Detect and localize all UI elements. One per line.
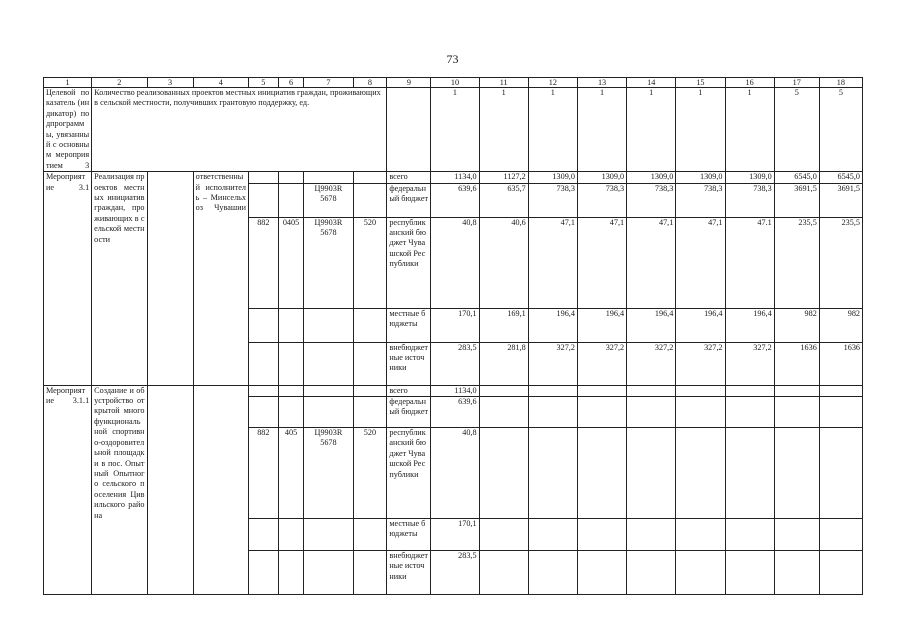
- amount-cell: 170,1: [431, 308, 479, 342]
- amount-cell: 283,5: [431, 551, 479, 595]
- amount-cell: 327,2: [627, 342, 676, 385]
- amount-cell: 47,1: [627, 217, 676, 308]
- amount-cell: [528, 519, 577, 551]
- amount-cell: 1134,0: [431, 385, 479, 396]
- amount-cell: [819, 519, 862, 551]
- grbs-code: [248, 308, 278, 342]
- grbs-code: [248, 551, 278, 595]
- amount-cell: 1636: [819, 342, 862, 385]
- amount-cell: [676, 397, 725, 428]
- section-code: [278, 183, 304, 217]
- column-number-1: 1: [44, 78, 92, 88]
- funding-source: республиканский бюджет Чувашской Республики: [387, 217, 431, 308]
- indicator-value: 1: [725, 88, 774, 172]
- amount-cell: [676, 428, 725, 519]
- funding-source: федеральный бюджет: [387, 183, 431, 217]
- amount-cell: 738,3: [725, 183, 774, 217]
- amount-cell: 47,1: [676, 217, 725, 308]
- expense-type-code: [353, 308, 387, 342]
- column-number-8: 8: [353, 78, 387, 88]
- amount-cell: [627, 551, 676, 595]
- target-article-code: [304, 551, 353, 595]
- measure-name: Создание и обустройство открытой многофункциональной спортивно-оздоровительной площадки в пос. Опытный Опытного сельского поселения Цивильского района: [92, 385, 147, 594]
- indicator-description: Количество реализованных проектов местных инициатив граждан, проживающих в сельской местности, получивших грантовую поддержку, ед.: [92, 88, 387, 172]
- column-number-13: 13: [577, 78, 626, 88]
- amount-cell: [479, 397, 528, 428]
- column-number-5: 5: [248, 78, 278, 88]
- section-code: [278, 397, 304, 428]
- amount-cell: 40,6: [479, 217, 528, 308]
- measure-title: Мероприятие 3.1: [44, 172, 92, 385]
- column-number-2: 2: [92, 78, 147, 88]
- funding-source: местные бюджеты: [387, 519, 431, 551]
- target-article-code: [304, 308, 353, 342]
- amount-cell: 738,3: [627, 183, 676, 217]
- amount-cell: 327,2: [577, 342, 626, 385]
- amount-cell: 327,2: [528, 342, 577, 385]
- column-number-14: 14: [627, 78, 676, 88]
- amount-cell: [528, 428, 577, 519]
- amount-cell: 1309,0: [627, 172, 676, 183]
- expense-type-code: 520: [353, 428, 387, 519]
- section-code: [278, 308, 304, 342]
- amount-cell: 1127,2: [479, 172, 528, 183]
- expense-type-code: [353, 385, 387, 396]
- indicator-value: 1: [431, 88, 479, 172]
- grbs-code: [248, 397, 278, 428]
- expense-type-code: 520: [353, 217, 387, 308]
- funding-source: внебюджетные источники: [387, 551, 431, 595]
- amount-cell: 639,6: [431, 397, 479, 428]
- target-article-code: Ц9903R 5678: [304, 428, 353, 519]
- expense-type-code: [353, 342, 387, 385]
- funding-source: федеральный бюджет: [387, 397, 431, 428]
- amount-cell: 982: [819, 308, 862, 342]
- amount-cell: [627, 519, 676, 551]
- amount-cell: 1309,0: [676, 172, 725, 183]
- column-number-18: 18: [819, 78, 862, 88]
- measure-title: Мероприятие 3.1.1: [44, 385, 92, 594]
- amount-cell: 169,1: [479, 308, 528, 342]
- amount-cell: 6545,0: [774, 172, 819, 183]
- target-article-code: Ц9903R 5678: [304, 217, 353, 308]
- measure-31-row: [44, 172, 863, 183]
- amount-cell: [479, 428, 528, 519]
- amount-cell: [479, 551, 528, 595]
- amount-cell: 1309,0: [725, 172, 774, 183]
- funding-source: республиканский бюджет Чувашской Республики: [387, 428, 431, 519]
- indicator-value: 5: [774, 88, 819, 172]
- amount-cell: 327,2: [725, 342, 774, 385]
- amount-cell: [528, 385, 577, 396]
- amount-cell: 40,8: [431, 428, 479, 519]
- amount-cell: [774, 385, 819, 396]
- amount-cell: 196,4: [627, 308, 676, 342]
- amount-cell: [577, 551, 626, 595]
- amount-cell: [627, 428, 676, 519]
- target-article-code: Ц9903R 5678: [304, 183, 353, 217]
- target-article-code: [304, 342, 353, 385]
- amount-cell: 1134,0: [431, 172, 479, 183]
- amount-cell: 982: [774, 308, 819, 342]
- funding-source: всего: [387, 385, 431, 396]
- funding-source: местные бюджеты: [387, 308, 431, 342]
- grbs-code: 882: [248, 217, 278, 308]
- column-number-12: 12: [528, 78, 577, 88]
- amount-cell: 196,4: [676, 308, 725, 342]
- amount-cell: 281,8: [479, 342, 528, 385]
- amount-cell: 170,1: [431, 519, 479, 551]
- funding-source: всего: [387, 172, 431, 183]
- amount-cell: [627, 385, 676, 396]
- indicator-value: 1: [479, 88, 528, 172]
- column-number-6: 6: [278, 78, 304, 88]
- target-article-code: [304, 397, 353, 428]
- amount-cell: [819, 551, 862, 595]
- amount-cell: [819, 428, 862, 519]
- expense-type-code: [353, 183, 387, 217]
- amount-cell: 40,8: [431, 217, 479, 308]
- amount-cell: 235,5: [819, 217, 862, 308]
- column-number-9: 9: [387, 78, 431, 88]
- indicator-value: 5: [819, 88, 862, 172]
- amount-cell: [627, 397, 676, 428]
- amount-cell: 738,3: [528, 183, 577, 217]
- amount-cell: [725, 385, 774, 396]
- column-number-11: 11: [479, 78, 528, 88]
- expense-type-code: [353, 397, 387, 428]
- indicator-value: 1: [528, 88, 577, 172]
- amount-cell: [577, 519, 626, 551]
- amount-cell: [819, 397, 862, 428]
- column-number-16: 16: [725, 78, 774, 88]
- amount-cell: 738,3: [577, 183, 626, 217]
- amount-cell: [725, 428, 774, 519]
- amount-cell: 639,6: [431, 183, 479, 217]
- column-number-17: 17: [774, 78, 819, 88]
- expense-type-code: [353, 519, 387, 551]
- amount-cell: 1636: [774, 342, 819, 385]
- grbs-code: 882: [248, 428, 278, 519]
- column-number-10: 10: [431, 78, 479, 88]
- amount-cell: 196,4: [528, 308, 577, 342]
- amount-cell: 196,4: [577, 308, 626, 342]
- amount-cell: [725, 397, 774, 428]
- column-number-row: [44, 78, 863, 88]
- indicator-source-cell: [387, 88, 431, 172]
- section-code: [278, 172, 304, 183]
- grbs-code: [248, 183, 278, 217]
- section-code: [278, 385, 304, 396]
- amount-cell: [774, 519, 819, 551]
- grbs-code: [248, 172, 278, 183]
- amount-cell: 327,2: [676, 342, 725, 385]
- amount-cell: 1309,0: [528, 172, 577, 183]
- amount-cell: [676, 385, 725, 396]
- section-code: 405: [278, 428, 304, 519]
- amount-cell: [774, 551, 819, 595]
- section-code: [278, 551, 304, 595]
- amount-cell: [577, 428, 626, 519]
- amount-cell: [577, 385, 626, 396]
- amount-cell: 196,4: [725, 308, 774, 342]
- target-article-code: [304, 172, 353, 183]
- amount-cell: 3691,5: [774, 183, 819, 217]
- amount-cell: [725, 551, 774, 595]
- section-code: 0405: [278, 217, 304, 308]
- grbs-code: [248, 385, 278, 396]
- amount-cell: 635,7: [479, 183, 528, 217]
- amount-cell: 6545,0: [819, 172, 862, 183]
- measure-name: Реализация проектов местных инициатив граждан, проживающих в сельской местности: [92, 172, 147, 385]
- amount-cell: [676, 551, 725, 595]
- amount-cell: [676, 519, 725, 551]
- budget-table: [43, 77, 863, 595]
- amount-cell: 738,3: [676, 183, 725, 217]
- column-number-7: 7: [304, 78, 353, 88]
- column-number-3: 3: [147, 78, 193, 88]
- grbs-code: [248, 519, 278, 551]
- amount-cell: 47,1: [577, 217, 626, 308]
- amount-cell: 3691,5: [819, 183, 862, 217]
- page-number: 73: [446, 52, 459, 66]
- indicator-value: 1: [676, 88, 725, 172]
- expense-type-code: [353, 551, 387, 595]
- amount-cell: [819, 385, 862, 396]
- amount-cell: [774, 428, 819, 519]
- amount-cell: [774, 397, 819, 428]
- amount-cell: [528, 397, 577, 428]
- indicator-value: 1: [627, 88, 676, 172]
- amount-cell: 47.1: [725, 217, 774, 308]
- measure-executor: [193, 385, 248, 594]
- column-number-4: 4: [193, 78, 248, 88]
- amount-cell: [479, 385, 528, 396]
- expense-type-code: [353, 172, 387, 183]
- section-code: [278, 519, 304, 551]
- target-article-code: [304, 385, 353, 396]
- amount-cell: 47,1: [528, 217, 577, 308]
- empty-cell: [147, 172, 193, 385]
- grbs-code: [248, 342, 278, 385]
- measure-executor: ответственный исполнитель – Минсельхоз Чувашии: [193, 172, 248, 385]
- measure-311-row: [44, 385, 863, 396]
- amount-cell: [479, 519, 528, 551]
- empty-cell: [147, 385, 193, 594]
- indicator-label: Целевой показатель (индикатор) подпрограммы, увязанный с основным мероприятием 3: [44, 88, 92, 172]
- amount-cell: 1309,0: [577, 172, 626, 183]
- indicator-value: 1: [577, 88, 626, 172]
- indicator-row: [44, 88, 863, 172]
- section-code: [278, 342, 304, 385]
- amount-cell: 235,5: [774, 217, 819, 308]
- amount-cell: 283,5: [431, 342, 479, 385]
- target-article-code: [304, 519, 353, 551]
- column-number-15: 15: [676, 78, 725, 88]
- funding-source: внебюджетные источники: [387, 342, 431, 385]
- amount-cell: [725, 519, 774, 551]
- amount-cell: [577, 397, 626, 428]
- amount-cell: [528, 551, 577, 595]
